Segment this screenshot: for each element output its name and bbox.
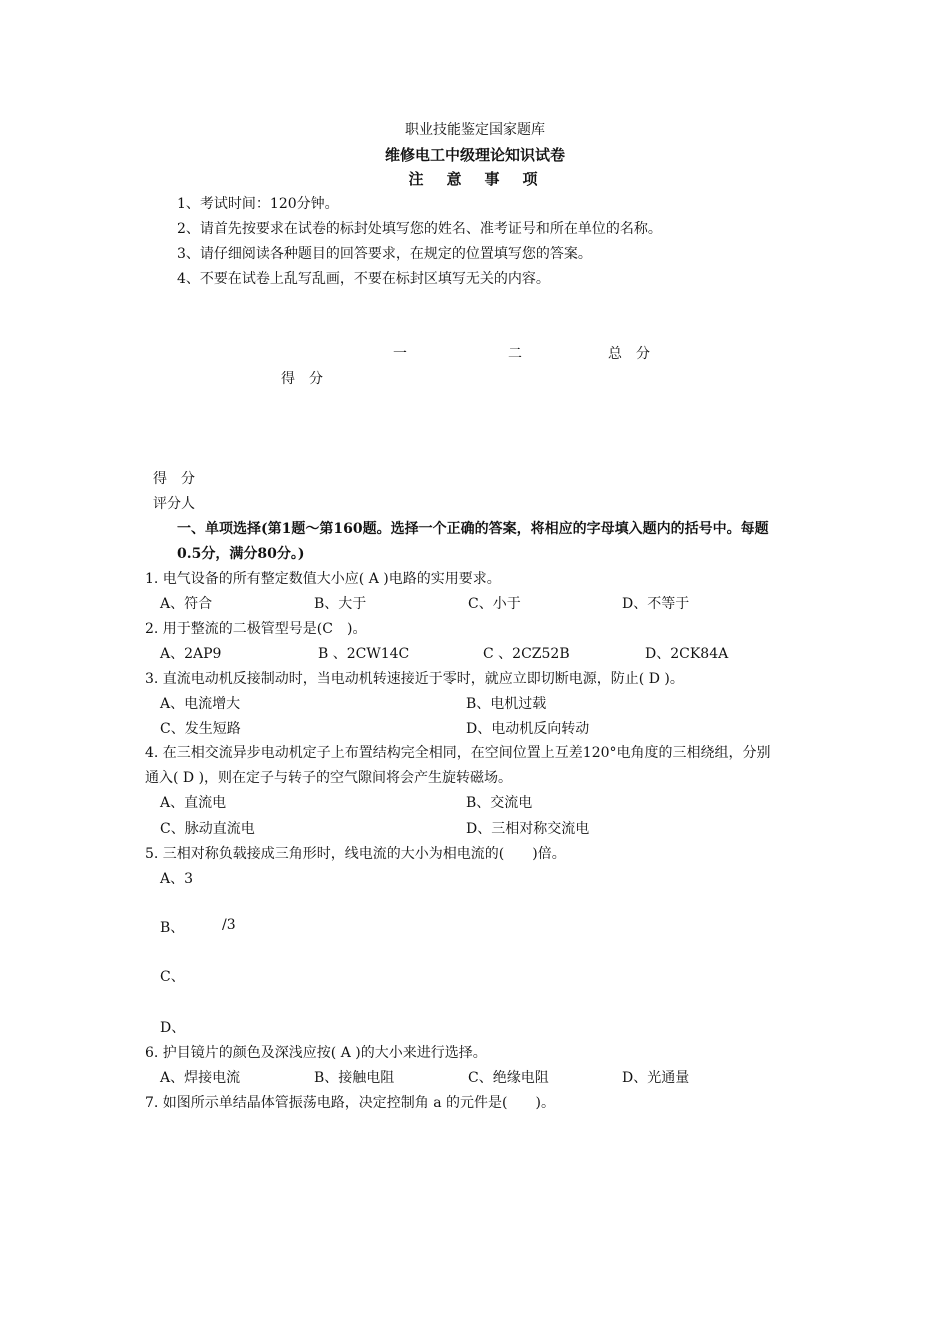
q5-option-c: C、 xyxy=(160,969,185,985)
q2-option-c: C 、2CZ52B xyxy=(483,646,570,662)
q2-option-d: D、2CK84A xyxy=(645,646,729,662)
question-6: 6. 护目镜片的颜色及深浅应按( A )的大小来进行选择。 xyxy=(145,1045,487,1061)
q2-option-b: B 、2CW14C xyxy=(318,646,410,662)
q1-option-c: C、小于 xyxy=(468,596,521,612)
q3-option-a: A、电流增大 xyxy=(160,696,241,712)
q5-option-d: D、 xyxy=(160,1020,186,1036)
section-heading: 一、单项选择(第1题～第160题。选择一个正确的答案，将相应的字母填入题内的括号中。每题 xyxy=(177,521,769,537)
q1-option-a: A、符合 xyxy=(160,596,213,612)
q4-option-b: B、交流电 xyxy=(466,795,533,811)
notice-title: 注 意 事 项 xyxy=(408,170,542,188)
question-4-cont: 通入( D )，则在定子与转子的空气隙间将会产生旋转磁场。 xyxy=(145,770,513,786)
q5-option-b-value: /3 xyxy=(222,917,236,933)
q3-option-d: D、电动机反向转动 xyxy=(466,721,590,737)
q4-option-d: D、三相对称交流电 xyxy=(466,821,590,837)
exam-bank-subtitle: 职业技能鉴定国家题库 xyxy=(405,122,545,138)
q3-option-b: B、电机过载 xyxy=(466,696,547,712)
q1-option-d: D、不等于 xyxy=(622,596,690,612)
question-1: 1. 电气设备的所有整定数值大小应( A )电路的实用要求。 xyxy=(145,571,501,587)
q4-option-c: C、脉动直流电 xyxy=(160,821,255,837)
notice-item: 4、不要在试卷上乱写乱画，不要在标封区填写无关的内容。 xyxy=(177,271,550,287)
q6-option-d: D、光通量 xyxy=(622,1070,690,1086)
question-4: 4. 在三相交流异步电动机定子上布置结构完全相同，在空间位置上互差120°电角度的三相绕组，分别 xyxy=(145,745,771,761)
section-heading-cont: 0.5分，满分80分。) xyxy=(177,546,305,562)
score-col-total: 总 分 xyxy=(608,346,650,362)
score-col-1: 一 xyxy=(393,346,407,362)
q6-option-b: B、接触电阻 xyxy=(314,1070,395,1086)
q5-option-a: A、3 xyxy=(160,871,194,887)
score-col-2: 二 xyxy=(508,346,522,362)
q1-option-b: B、大于 xyxy=(314,596,367,612)
question-5: 5. 三相对称负载接成三角形时，线电流的大小为相电流的( )倍。 xyxy=(145,846,566,862)
notice-item: 2、请首先按要求在试卷的标封处填写您的姓名、准考证号和所在单位的名称。 xyxy=(177,221,662,237)
notice-item: 1、考试时间：120分钟。 xyxy=(177,196,339,212)
q3-option-c: C、发生短路 xyxy=(160,721,241,737)
question-3: 3. 直流电动机反接制动时，当电动机转速接近于零时，就应立即切断电源，防止( D )。 xyxy=(145,671,684,687)
exam-title: 维修电工中级理论知识试卷 xyxy=(384,146,565,164)
q4-option-a: A、直流电 xyxy=(160,795,227,811)
q5-option-b: B、 xyxy=(160,920,185,936)
q6-option-c: C、绝缘电阻 xyxy=(468,1070,549,1086)
grader-label: 评分人 xyxy=(153,496,195,512)
grader-score-label: 得 分 xyxy=(153,471,195,487)
question-7: 7. 如图所示单结晶体管振荡电路，决定控制角 a 的元件是( )。 xyxy=(145,1095,555,1111)
notice-item: 3、请仔细阅读各种题目的回答要求，在规定的位置填写您的答案。 xyxy=(177,246,592,262)
q6-option-a: A、焊接电流 xyxy=(160,1070,241,1086)
question-2: 2. 用于整流的二极管型号是(C )。 xyxy=(145,621,367,637)
q2-option-a: A、2AP9 xyxy=(160,646,222,662)
score-row-label: 得 分 xyxy=(281,371,323,387)
